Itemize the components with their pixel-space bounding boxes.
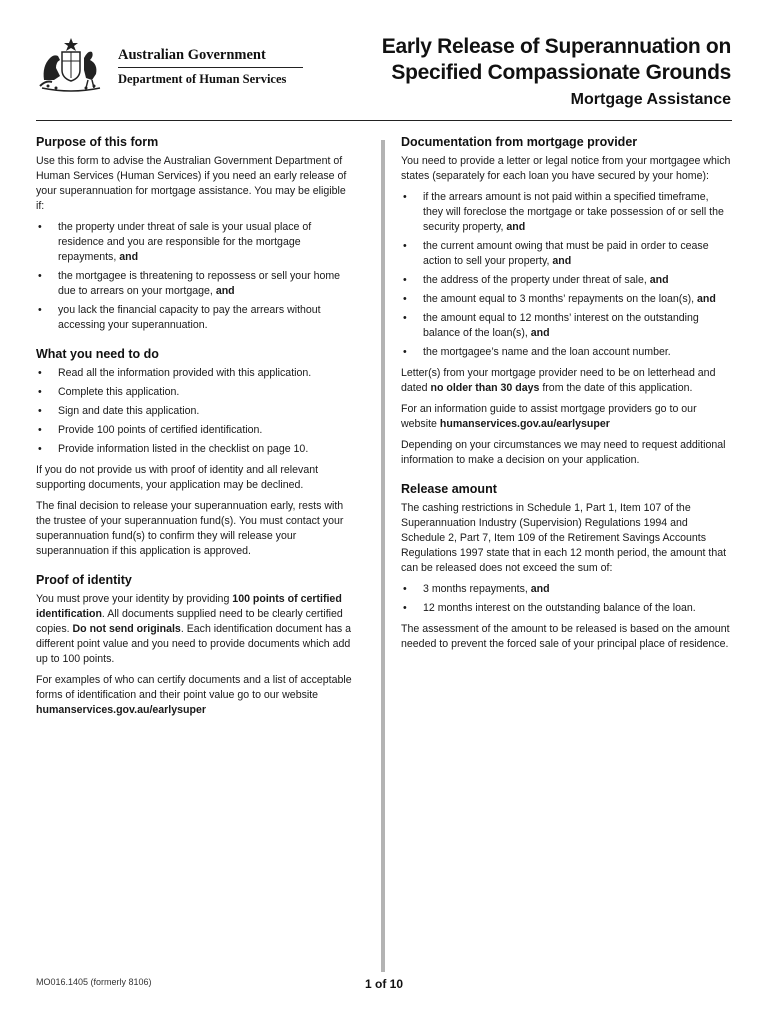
- bullet: •: [38, 386, 42, 398]
- coat-of-arms-icon: [36, 36, 106, 92]
- bullet: •: [403, 274, 407, 286]
- list-item: • 12 months interest on the outstanding balance of the loan.: [403, 602, 696, 614]
- list-item: • Complete this application.: [38, 386, 180, 398]
- form-subtitle: Mortgage Assistance: [570, 91, 731, 108]
- list-item: • Provide information listed in the checklist on page 10.: [38, 443, 309, 455]
- list-item: • the address of the property under threat of sale, and: [403, 274, 669, 286]
- documentation-paragraph: Depending on your circumstances we may need to request additional information to make a decision on your application.: [401, 439, 726, 466]
- todo-list: [36, 366, 354, 457]
- identity-paragraph: You must prove your identity by providing 100 points of certified identification. All documents supplied need to be clearly certified copies. Do not send originals. Each identification document has a different point value and you need to provide documents which add up to 100 points.: [36, 593, 352, 665]
- logo-government-text: Australian Government: [118, 47, 266, 63]
- identity-paragraph: For examples of who can certify documents and a list of acceptable forms of identification and their point value go to our website humanservices.gov.au/earlysuper: [36, 674, 352, 716]
- list-item: • Sign and date this application.: [38, 405, 200, 417]
- release-list: [401, 582, 731, 616]
- website-link[interactable]: humanservices.gov.au/earlysuper: [439, 418, 610, 430]
- agency-name: [118, 46, 303, 87]
- bullet: •: [403, 293, 407, 305]
- bullet: •: [403, 583, 407, 595]
- list-item: • 3 months repayments, and: [403, 583, 550, 595]
- logo-department-text: Department of Human Services: [118, 72, 287, 86]
- list-item: • the amount equal to 12 months’ interest on the outstanding balance of the loan(s), and: [403, 312, 699, 339]
- list-item: • Provide 100 points of certified identification.: [38, 424, 263, 436]
- release-outro: The assessment of the amount to be released is based on the amount needed to prevent the forced sale of your principal place of residence.: [401, 623, 730, 650]
- government-logo: [36, 36, 306, 96]
- bullet: •: [38, 304, 42, 316]
- documentation-section: [401, 134, 731, 468]
- todo-heading: What you need to do: [36, 347, 159, 361]
- column-divider: [381, 140, 385, 972]
- list-item: • the mortgagee is threatening to repossess or sell your home due to arrears on your mortgage, and: [38, 270, 341, 297]
- page-header: [0, 0, 768, 122]
- bullet: •: [38, 405, 42, 417]
- list-item: • Read all the information provided with this application.: [38, 367, 312, 379]
- list-item: • the current amount owing that must be paid in order to cease action to sell your property, and: [403, 240, 709, 267]
- left-column: [36, 134, 354, 731]
- right-column: [401, 134, 731, 665]
- bullet: •: [38, 443, 42, 455]
- form-title-line1: Early Release of Superannuation on: [381, 35, 731, 58]
- bullet: •: [403, 346, 407, 358]
- documentation-heading: Documentation from mortgage provider: [401, 135, 638, 149]
- website-link[interactable]: humanservices.gov.au/earlysuper: [36, 704, 206, 716]
- release-heading: Release amount: [401, 482, 497, 496]
- page-number: 1 of 10: [364, 977, 403, 991]
- documentation-paragraph: For an information guide to assist mortgage providers go to our website humanservices.gov.au/earlysuper: [401, 403, 697, 430]
- identity-heading: Proof of identity: [36, 573, 132, 587]
- identity-section: [36, 572, 354, 718]
- bullet: •: [38, 424, 42, 436]
- form-title-block: [331, 34, 731, 111]
- bullet: •: [403, 191, 407, 203]
- todo-section: [36, 346, 354, 559]
- form-code: MO016.1405 (formerly 8106): [36, 977, 152, 987]
- list-item: • you lack the financial capacity to pay the arrears without accessing your superannuation.: [38, 304, 321, 331]
- form-title-line2: Specified Compassionate Grounds: [391, 61, 731, 84]
- bullet: •: [403, 602, 407, 614]
- documentation-intro: You need to provide a letter or legal notice from your mortgagee which states (separately for each loan you have secured by your home):: [401, 155, 731, 182]
- logo-divider: [118, 67, 303, 68]
- documentation-list: [401, 190, 731, 360]
- bullet: •: [38, 221, 42, 233]
- list-item: • if the arrears amount is not paid within a specified timeframe, they will foreclose the mortgage or take possession of or sell the security property, and: [403, 191, 724, 233]
- list-item: • the mortgagee’s name and the loan account number.: [403, 346, 671, 358]
- purpose-heading: Purpose of this form: [36, 135, 159, 149]
- release-intro: The cashing restrictions in Schedule 1, Part 1, Item 107 of the Superannuation Industry (Supervision) Regulations 1994 and Schedule 2, Part 7, Item 109 of the Retirement Savings Accounts Regulations 1997 state that in each 12 month period, the amount that can be released does not exceed the sum of:: [401, 502, 727, 574]
- eligibility-list: [36, 220, 354, 333]
- bullet: •: [38, 270, 42, 282]
- list-item: • the property under threat of sale is your usual place of residence and you are responsible for the mortgage repayments, and: [38, 221, 312, 263]
- purpose-intro: Use this form to advise the Australian Government Department of Human Services (Human Services) if you need an early release of your superannuation for mortgage assistance. You may be eligible if:: [36, 155, 347, 212]
- bullet: •: [403, 312, 407, 324]
- todo-paragraph: The final decision to release your superannuation early, rests with the trustee of your superannuation fund(s). You must contact your superannuation fund(s) to confirm they will release your superannuation if this application is approved.: [36, 500, 344, 557]
- purpose-section: [36, 134, 354, 333]
- bullet: •: [403, 240, 407, 252]
- list-item: • the amount equal to 3 months’ repayments on the loan(s), and: [403, 293, 716, 305]
- header-divider: [36, 120, 732, 121]
- bullet: •: [38, 367, 42, 379]
- release-section: [401, 481, 731, 652]
- documentation-paragraph: Letter(s) from your mortgage provider need to be on letterhead and dated no older than 30 days from the date of this application.: [401, 367, 716, 394]
- todo-paragraph: If you do not provide us with proof of identity and all relevant supporting documents, your application may be declined.: [36, 464, 319, 491]
